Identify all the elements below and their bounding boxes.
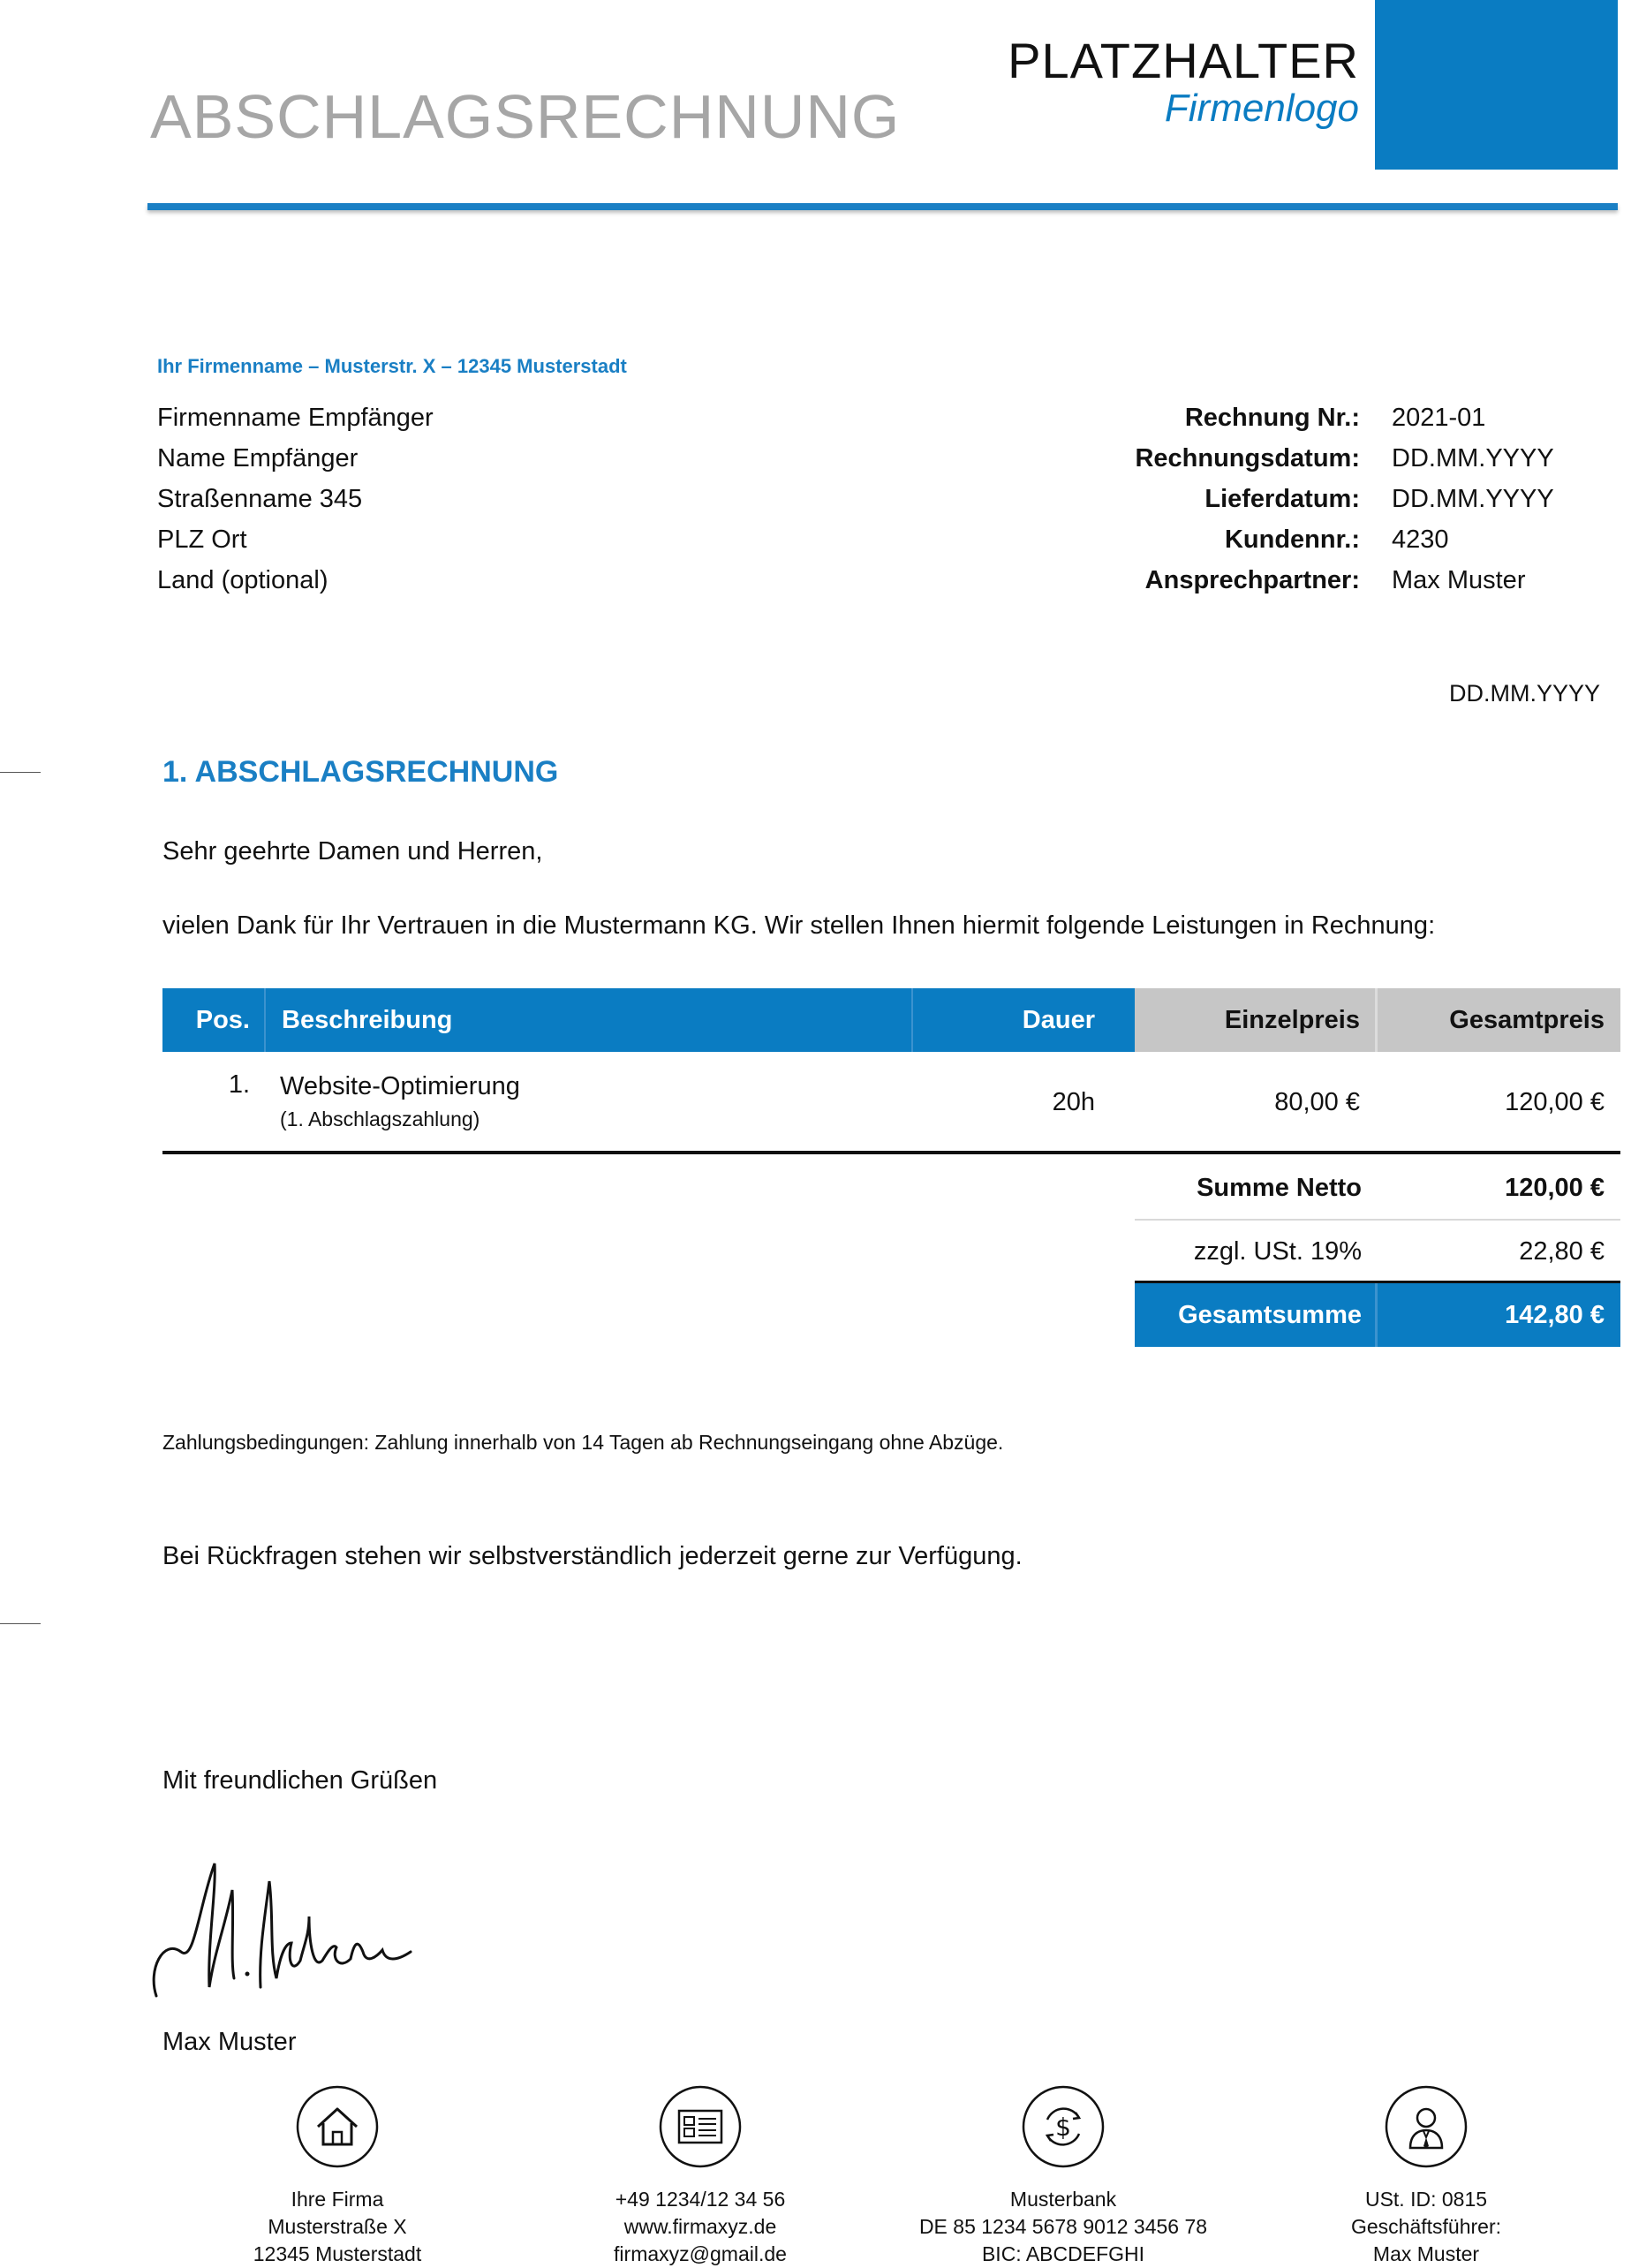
- sender-address-line: Ihr Firmenname – Musterstr. X – 12345 Musterstadt: [157, 355, 627, 377]
- signer-name: Max Muster: [162, 2028, 297, 2056]
- row-pos: 1.: [228, 1070, 250, 1099]
- recipient-name: Name Empfänger: [157, 444, 359, 472]
- logo-box: [1375, 0, 1618, 170]
- meta-value: DD.MM.YYYY: [1392, 444, 1554, 472]
- summary-total-row: [1135, 1283, 1620, 1347]
- footer-line: 12345 Musterstadt: [253, 2242, 422, 2265]
- footer-line: Musterbank: [1009, 2188, 1117, 2211]
- meta-label: Rechnung Nr.:: [1184, 404, 1360, 432]
- recipient-street: Straßenname 345: [157, 485, 363, 513]
- meta-row-customer-number: [1016, 519, 1554, 560]
- questions-text: Bei Rückfragen stehen wir selbstverständlich jederzeit gerne zur Verfügung.: [162, 1542, 1023, 1570]
- meta-row-invoice-date: [1016, 438, 1554, 479]
- footer-line: +49 1234/12 34 56: [615, 2188, 786, 2211]
- footer-line: Ihre Firma: [291, 2188, 384, 2211]
- meta-value: Max Muster: [1392, 566, 1526, 594]
- invoice-heading: 1. ABSCHLAGSRECHNUNG: [162, 755, 559, 789]
- closing-greeting: Mit freundlichen Grüßen: [162, 1766, 438, 1795]
- meta-label: Rechnungsdatum:: [1135, 444, 1360, 472]
- signature-image: [146, 1855, 419, 2005]
- column-header-description: Beschreibung: [264, 988, 911, 1052]
- recipient-company: Firmenname Empfänger: [157, 404, 434, 432]
- footer-line: BIC: ABCDEFGHI: [981, 2242, 1145, 2265]
- footer-company: [178, 2084, 496, 2268]
- vat-value: 22,80 €: [1519, 1237, 1605, 1266]
- meta-row-contact-person: [1016, 560, 1554, 601]
- vat-label: zzgl. USt. 19%: [1193, 1237, 1362, 1266]
- meta-value: 2021-01: [1392, 404, 1486, 432]
- total-value: 142,80 €: [1505, 1301, 1605, 1329]
- footer-line: firmaxyz@gmail.de: [614, 2242, 787, 2265]
- dollar-cycle-icon: [1021, 2084, 1106, 2169]
- salutation: Sehr geehrte Damen und Herren,: [162, 837, 543, 866]
- invoice-meta: [1016, 397, 1554, 601]
- row-description: Website-Optimierung: [280, 1072, 520, 1100]
- document-title: ABSCHLAGSRECHNUNG: [150, 82, 901, 151]
- total-label: Gesamtsumme: [1178, 1301, 1362, 1329]
- row-duration: 20h: [1052, 1088, 1095, 1116]
- net-label: Summe Netto: [1197, 1174, 1362, 1202]
- svg-text:$: $: [1055, 2113, 1071, 2142]
- header-divider: [147, 203, 1618, 210]
- footer-line: www.firmaxyz.de: [623, 2215, 777, 2238]
- intro-text: vielen Dank für Ihr Vertrauen in die Mustermann KG. Wir stellen Ihnen hiermit folgende Leistungen in Rechnung:: [162, 911, 1436, 940]
- meta-label: Ansprechpartner:: [1144, 566, 1360, 594]
- summary-net-row: [1135, 1157, 1620, 1219]
- house-icon: [295, 2084, 380, 2169]
- payment-terms: Zahlungsbedingungen: Zahlung innerhalb von 14 Tagen ab Rechnungseingang ohne Abzüge.: [162, 1431, 1004, 1454]
- meta-value: 4230: [1392, 525, 1449, 554]
- logo-line2: Firmenlogo: [1164, 86, 1359, 130]
- meta-value: DD.MM.YYYY: [1392, 485, 1554, 513]
- manager-icon: [1384, 2084, 1469, 2169]
- logo-line1: PLATZHALTER: [1008, 33, 1359, 88]
- column-header-unit-price: Einzelpreis: [1135, 988, 1375, 1052]
- footer-contact: [541, 2084, 859, 2268]
- net-value: 120,00 €: [1505, 1174, 1605, 1202]
- recipient-city: PLZ Ort: [157, 525, 247, 554]
- fold-mark: [0, 1623, 41, 1624]
- place-date: DD.MM.YYYY: [1448, 680, 1600, 707]
- table-bottom-rule: [162, 1151, 1620, 1154]
- footer-line: Max Muster: [1372, 2242, 1480, 2265]
- row-total-price: 120,00 €: [1505, 1088, 1605, 1116]
- footer-line: Geschäftsführer:: [1350, 2215, 1502, 2238]
- column-header-pos: Pos.: [162, 988, 264, 1052]
- total-separator: [1375, 1283, 1378, 1347]
- footer-line: USt. ID: 0815: [1364, 2188, 1488, 2211]
- footer-line: DE 85 1234 5678 9012 3456 78: [918, 2215, 1208, 2238]
- footer-line: Musterstraße X: [268, 2215, 407, 2238]
- recipient-country: Land (optional): [157, 566, 328, 594]
- logo-placeholder: [1008, 35, 1359, 130]
- contact-card-icon: [658, 2084, 743, 2169]
- meta-row-invoice-number: [1016, 397, 1554, 438]
- meta-label: Lieferdatum:: [1204, 485, 1360, 513]
- footer-tax: [1267, 2084, 1585, 2268]
- row-unit-price: 80,00 €: [1274, 1088, 1360, 1116]
- meta-row-delivery-date: [1016, 479, 1554, 519]
- fold-mark: [0, 772, 41, 773]
- column-header-total-price: Gesamtpreis: [1375, 988, 1620, 1052]
- recipient-address: [157, 397, 434, 601]
- meta-label: Kundennr.:: [1224, 525, 1360, 554]
- footer-bank: [904, 2084, 1222, 2268]
- column-header-duration: Dauer: [911, 988, 1135, 1052]
- row-note: (1. Abschlagszahlung): [280, 1108, 480, 1130]
- summary-vat-row: [1135, 1221, 1620, 1282]
